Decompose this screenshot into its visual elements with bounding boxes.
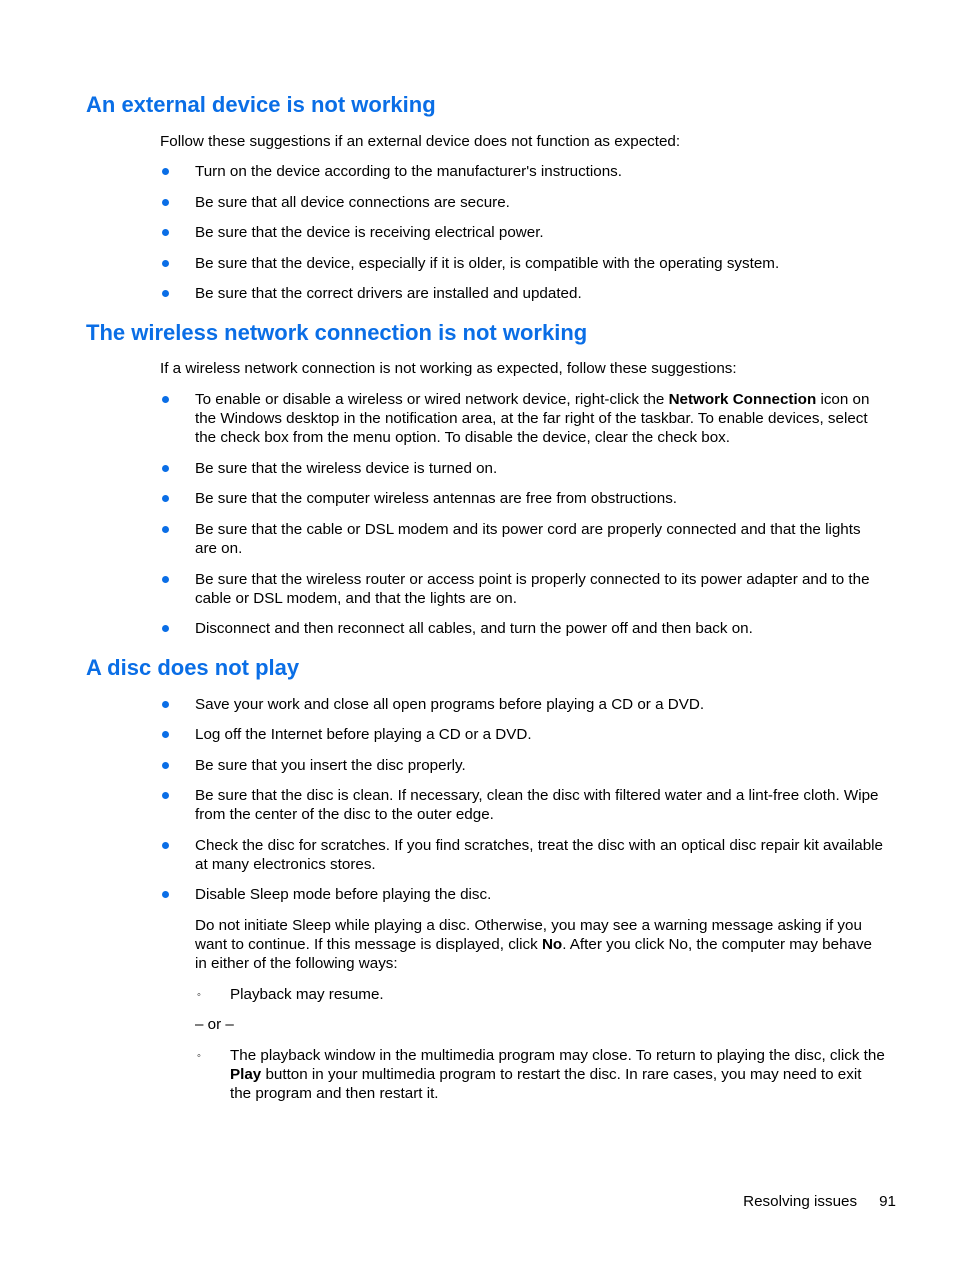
bullet-icon <box>162 199 169 206</box>
network-connection-term: Network Connection <box>668 391 817 408</box>
list-item-text: Turn on the device according to the manufacturer's instructions. <box>195 163 622 180</box>
intro-wireless: If a wireless network connection is not working as expected, follow these suggestions: <box>160 360 737 377</box>
list-item-text: Disable Sleep mode before playing the disc. <box>195 886 492 903</box>
sleep-note: Do not initiate Sleep while playing a disc. Otherwise, you may see a warning message asking if you want to continue. If this message is displayed, click No. After you click No, the computer may behave in either of the following ways: <box>195 917 873 972</box>
list-item-text: Be sure that the disc is clean. If necessary, clean the disc with filtered water and a lint-free cloth. Wipe from the center of the disc to the outer edge. <box>195 787 879 823</box>
list-item-text: Be sure that the wireless router or access point is properly connected to its power adapter and to the cable or DSL modem, and that the lights are on. <box>195 571 870 607</box>
bullet-icon <box>162 842 169 849</box>
heading-wireless: The wireless network connection is not working <box>86 320 588 345</box>
bullet-icon <box>162 625 169 632</box>
hollow-bullet-icon: ◦ <box>197 989 201 1001</box>
sub-list-item-text: Playback may resume. <box>230 986 384 1003</box>
sub-list-item-text: The playback window in the multimedia program may close. To return to playing the disc, click the Play button in your multimedia program to restart the disc. In rare cases, you may need to exit the program and then restart it. <box>230 1047 885 1102</box>
list-item-text: Disconnect and then reconnect all cables, and turn the power off and then back on. <box>195 620 753 637</box>
play-button-term: Play <box>230 1066 262 1083</box>
no-button-term: No <box>541 936 563 953</box>
list-item-text: Log off the Internet before playing a CD or a DVD. <box>195 726 532 743</box>
bullet-icon <box>162 891 169 898</box>
list-item-text: To enable or disable a wireless or wired network device, right-click the Network Connection icon on the Windows desktop in the notification area, at the far right of the taskbar. To enable devices, select the check box from the menu option. To disable the device, clear the check box. <box>195 391 870 446</box>
bullet-icon <box>162 168 169 175</box>
bullet-icon <box>162 290 169 297</box>
or-separator: – or – <box>195 1016 234 1033</box>
list-item-text: Be sure that the device, especially if it is older, is compatible with the operating system. <box>195 255 780 272</box>
intro-external-device: Follow these suggestions if an external device does not function as expected: <box>160 133 681 150</box>
bullet-icon <box>162 260 169 267</box>
page-footer <box>743 1192 896 1211</box>
heading-external-device: An external device is not working <box>86 92 436 117</box>
bullet-icon <box>162 495 169 502</box>
list-item-text: Be sure that you insert the disc properly. <box>195 757 466 774</box>
bullet-icon <box>162 229 169 236</box>
list-item-text: Be sure that all device connections are secure. <box>195 194 510 211</box>
bullet-icon <box>162 731 169 738</box>
bullet-icon <box>162 762 169 769</box>
bullet-icon <box>162 576 169 583</box>
hollow-bullet-icon: ◦ <box>197 1050 201 1062</box>
bullet-icon <box>162 465 169 472</box>
list-item-text: Be sure that the correct drivers are installed and updated. <box>195 285 582 302</box>
list-item-text: Save your work and close all open programs before playing a CD or a DVD. <box>195 696 705 713</box>
bullet-icon <box>162 526 169 533</box>
footer-section-title: Resolving issues <box>743 1193 858 1210</box>
list-item-text: Be sure that the device is receiving electrical power. <box>195 224 544 241</box>
heading-disc: A disc does not play <box>86 655 300 680</box>
list-item-text: Be sure that the wireless device is turned on. <box>195 460 498 477</box>
page-number: 91 <box>879 1193 896 1210</box>
bullet-icon <box>162 701 169 708</box>
list-item-text: Be sure that the cable or DSL modem and its power cord are properly connected and that the lights are on. <box>195 521 861 557</box>
list-item-text: Check the disc for scratches. If you find scratches, treat the disc with an optical disc repair kit available at many electronics stores. <box>195 837 883 873</box>
bullet-icon <box>162 396 169 403</box>
bullet-icon <box>162 792 169 799</box>
list-item-text: Be sure that the computer wireless antennas are free from obstructions. <box>195 490 678 507</box>
